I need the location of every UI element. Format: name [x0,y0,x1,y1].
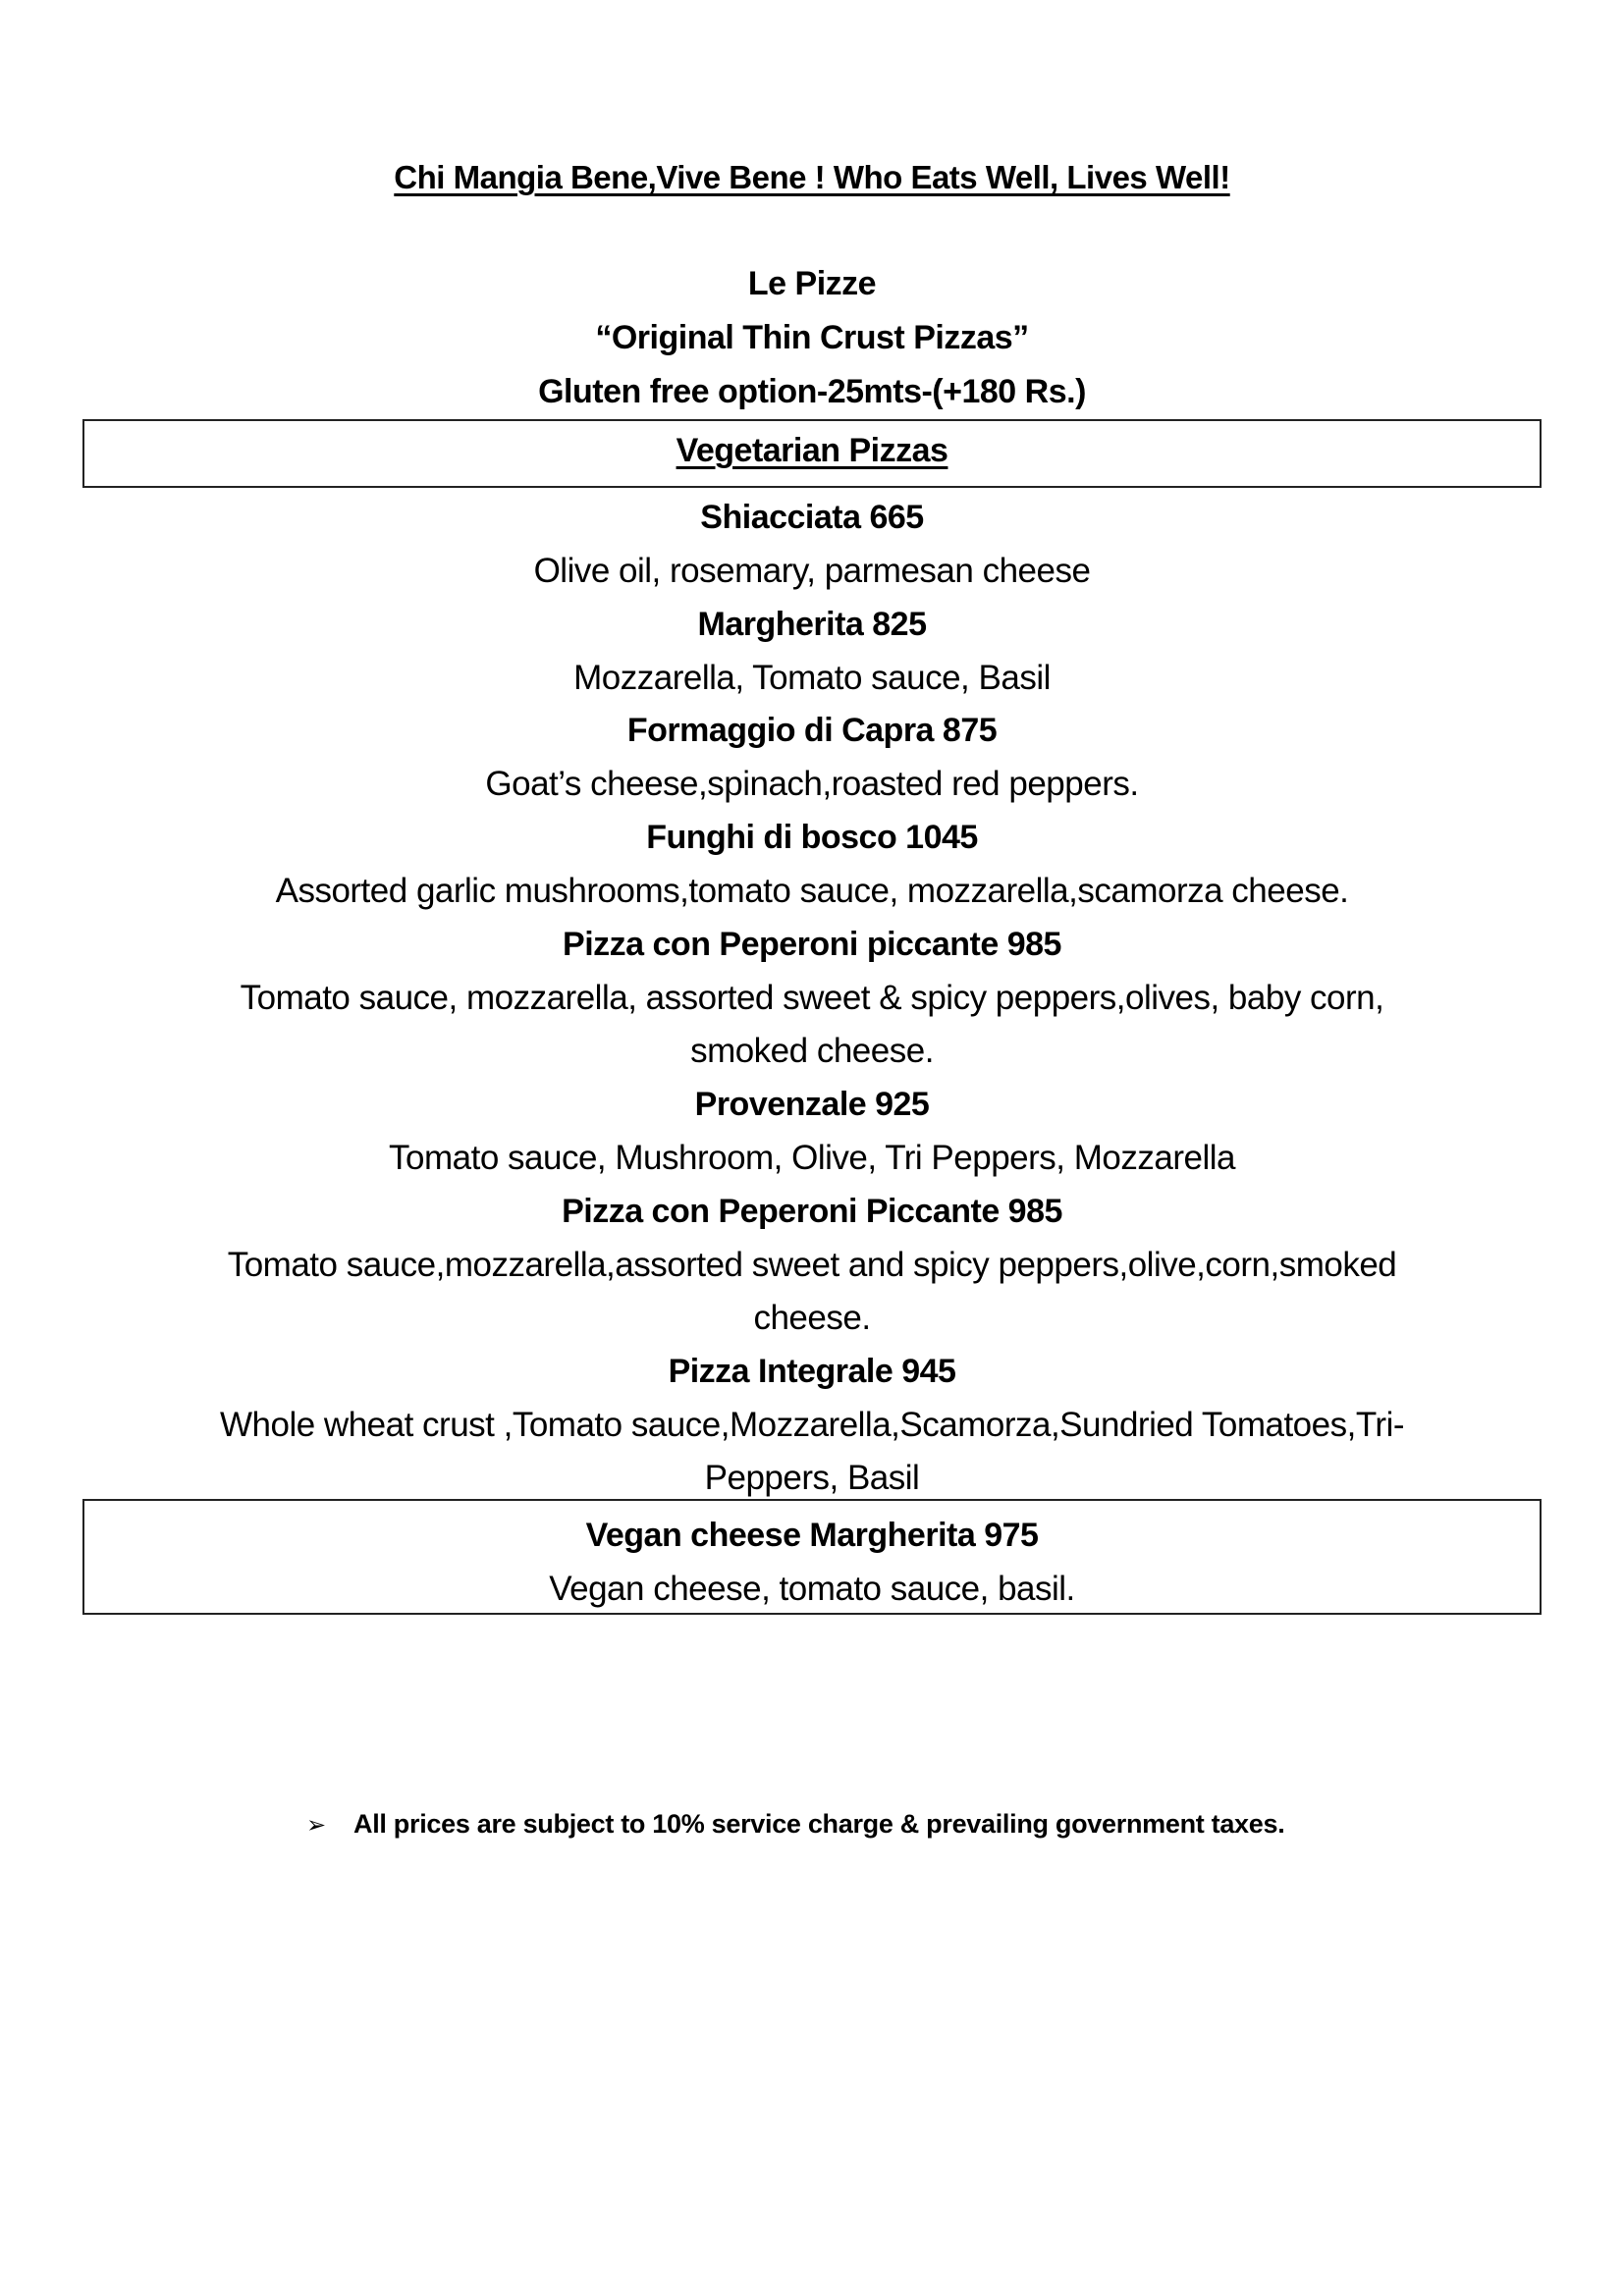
arrow-bullet-icon: ➢ [306,1812,326,1839]
section-subtitle: “Original Thin Crust Pizzas” [595,319,1029,356]
category-title: Vegetarian Pizzas [676,432,948,469]
gluten-free-note: Gluten free option-25mts-(+180 Rs.) [538,373,1086,410]
menu-item-desc: Tomato sauce, mozzarella, assorted sweet & spicy peppers,olives, baby corn, [240,979,1384,1017]
menu-item-desc: Olive oil, rosemary, parmesan cheese [533,552,1091,590]
service-charge-text: All prices are subject to 10% service charge & prevailing government taxes. [353,1809,1285,1839]
service-charge-note [306,1809,1284,1840]
menu-item-desc: cheese. [753,1299,871,1337]
menu-item-desc: Mozzarella, Tomato sauce, Basil [573,659,1051,697]
featured-item-name: Vegan cheese Margherita 975 [585,1517,1039,1554]
menu-item-name: Pizza con Peperoni piccante 985 [563,926,1061,963]
menu-item-name: Pizza Integrale 945 [668,1353,956,1390]
menu-item-desc: smoked cheese. [690,1032,934,1070]
menu-item-name: Funghi di bosco 1045 [646,819,978,856]
menu-item-desc: Whole wheat crust ,Tomato sauce,Mozzarella,Scamorza,Sundried Tomatoes,Tri- [219,1406,1404,1444]
menu-item-name: Pizza con Peperoni Piccante 985 [562,1193,1062,1230]
menu-tagline: Chi Mangia Bene,Vive Bene ! Who Eats Well, Lives Well! [394,159,1230,195]
menu-item-name: Formaggio di Capra 875 [626,712,998,749]
menu-item-desc: Tomato sauce,mozzarella,assorted sweet and spicy peppers,olive,corn,smoked [227,1246,1397,1284]
featured-item-desc: Vegan cheese, tomato sauce, basil. [549,1570,1075,1608]
menu-item-name: Shiacciata 665 [700,499,924,536]
menu-item-desc: Goat’s cheese,spinach,roasted red peppers. [485,765,1139,803]
menu-item-desc: Assorted garlic mushrooms,tomato sauce, mozzarella,scamorza cheese. [275,872,1349,910]
section-title: Le Pizze [747,265,877,302]
menu-item-name: Provenzale 925 [694,1086,930,1123]
menu-item-desc: Tomato sauce, Mushroom, Olive, Tri Peppers, Mozzarella [389,1139,1235,1177]
menu-item-name: Margherita 825 [697,606,927,643]
menu-item-desc: Peppers, Basil [704,1459,920,1497]
